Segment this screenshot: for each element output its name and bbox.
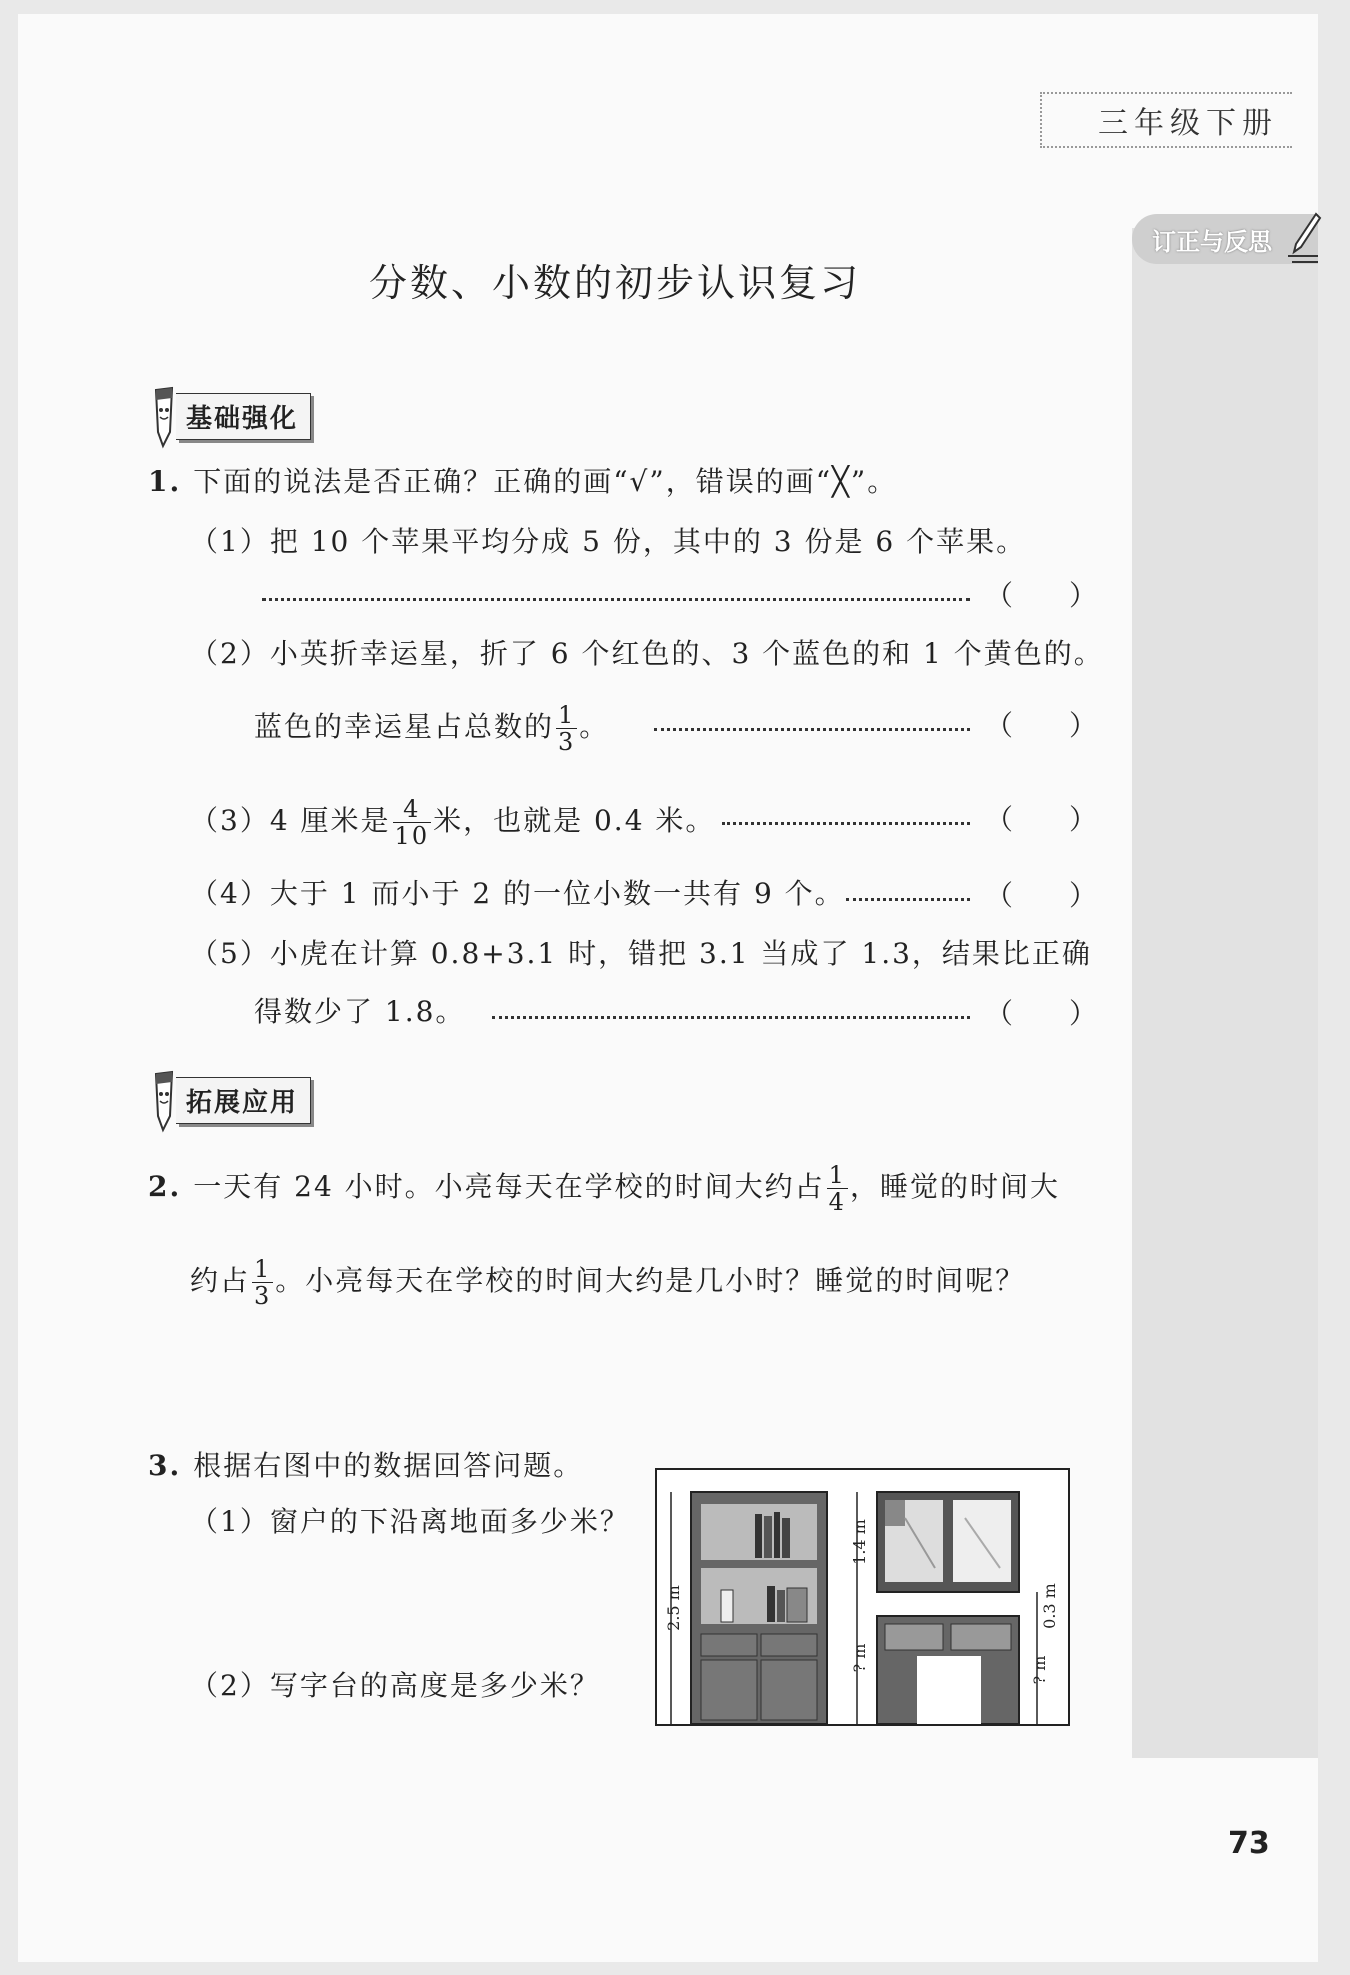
fraction-numerator: 1 <box>254 1255 272 1283</box>
item-text: 4 厘米是 <box>269 804 391 837</box>
q1-item-2-cont <box>254 702 609 755</box>
pencil-icon <box>150 1068 178 1134</box>
pencil-icon <box>150 384 178 450</box>
q2-text: 一天有 24 小时。小亮每天在学校的时间大约占 <box>193 1170 825 1203</box>
answer-paren-2[interactable]: （ ） <box>985 709 1098 742</box>
q3-sub-1: （1）窗户的下沿离地面多少米？ <box>190 1505 630 1538</box>
answer-leader <box>846 898 970 901</box>
item-text: 得数少了 1.8。 <box>254 995 466 1028</box>
fraction-numerator: 4 <box>393 796 432 823</box>
dimension-label-gap: 0.3 m <box>1040 1583 1059 1629</box>
q1-prompt-line <box>148 462 897 502</box>
q1-item-3 <box>190 796 715 849</box>
item-label: （4） <box>190 877 270 910</box>
answer-paren-4[interactable]: （ ） <box>985 879 1098 912</box>
fraction-denominator: 10 <box>394 822 430 850</box>
fraction-denominator: 3 <box>558 728 576 756</box>
q3-sub-2: （2）写字台的高度是多少米？ <box>190 1669 600 1702</box>
fraction <box>393 796 432 849</box>
q2-line-1 <box>148 1162 1060 1215</box>
item-text: 。 <box>579 710 610 743</box>
item-label: （2） <box>190 637 270 670</box>
item-text: 米，也就是 0.4 米。 <box>433 804 716 837</box>
section-basic <box>150 392 311 440</box>
q3-prompt: 根据右图中的数据回答问题。 <box>193 1449 584 1482</box>
answer-leader <box>492 1016 970 1019</box>
q3-prompt-line <box>148 1446 583 1486</box>
pen-icon <box>1288 210 1322 270</box>
fraction-numerator: 1 <box>558 701 576 729</box>
answer-leader <box>722 822 970 825</box>
q1-item-5 <box>190 934 1092 974</box>
fraction <box>556 702 577 755</box>
item-text: 大于 1 而小于 2 的一位小数一共有 9 个。 <box>269 877 845 910</box>
bookcase <box>691 1492 827 1724</box>
page-title: 分数、小数的初步认识复习 <box>368 261 861 305</box>
item-label: （1） <box>190 525 270 558</box>
q2-number: 2. <box>148 1170 182 1203</box>
correction-tab: 订正与反思 <box>1132 214 1318 264</box>
item-label: （3） <box>190 804 270 837</box>
q1-item-5-cont <box>254 992 465 1032</box>
page-number: 73 <box>1228 1826 1270 1861</box>
q2-text: 约占 <box>190 1264 251 1297</box>
item-label: （5） <box>190 937 270 970</box>
fraction <box>827 1162 848 1215</box>
grade-header: 三年级下册 <box>1040 92 1292 148</box>
answer-leader <box>654 728 970 731</box>
room-figure <box>655 1468 1070 1726</box>
fraction-denominator: 3 <box>254 1282 272 1310</box>
dimension-label-window: 1.4 m <box>850 1519 869 1565</box>
item-text: 小英折幸运星，折了 6 个红色的、3 个蓝色的和 1 个黄色的。 <box>269 637 1104 670</box>
correction-sidebar <box>1132 228 1318 1758</box>
q1-number: 1. <box>148 465 182 498</box>
q1-item-1 <box>190 522 1026 562</box>
q1-item-2 <box>190 634 1104 674</box>
answer-paren-5[interactable]: （ ） <box>985 997 1098 1030</box>
answer-leader <box>262 598 970 601</box>
item-text: 蓝色的幸运星占总数的 <box>254 710 555 743</box>
desk <box>877 1616 1019 1724</box>
q2-text: ，睡觉的时间大 <box>849 1170 1060 1203</box>
fraction <box>252 1256 273 1309</box>
fraction-numerator: 1 <box>828 1161 846 1189</box>
answer-paren-1[interactable]: （ ） <box>985 579 1098 612</box>
dimension-label-total: 2.5 m <box>664 1585 683 1631</box>
answer-paren-3[interactable]: （ ） <box>985 803 1098 836</box>
q1-prompt: 下面的说法是否正确？正确的画“√”，错误的画“╳”。 <box>193 465 898 498</box>
q2-line-2 <box>190 1256 1025 1309</box>
q1-item-4 <box>190 874 845 914</box>
section-label-extend: 拓展应用 <box>176 1077 311 1124</box>
q2-text: 。小亮每天在学校的时间大约是几小时？睡觉的时间呢？ <box>275 1264 1026 1297</box>
dimension-label-below-window: ? m <box>850 1643 869 1673</box>
q3-number: 3. <box>148 1449 182 1482</box>
section-extend <box>150 1076 311 1124</box>
window <box>877 1492 1019 1592</box>
item-text: 小虎在计算 0.8+3.1 时，错把 3.1 当成了 1.3，结果比正确 <box>269 937 1092 970</box>
section-label-basic: 基础强化 <box>176 393 311 440</box>
dimension-label-desk: ? m <box>1030 1655 1049 1685</box>
item-text: 把 10 个苹果平均分成 5 份，其中的 3 份是 6 个苹果。 <box>269 525 1027 558</box>
fraction-denominator: 4 <box>828 1188 846 1216</box>
